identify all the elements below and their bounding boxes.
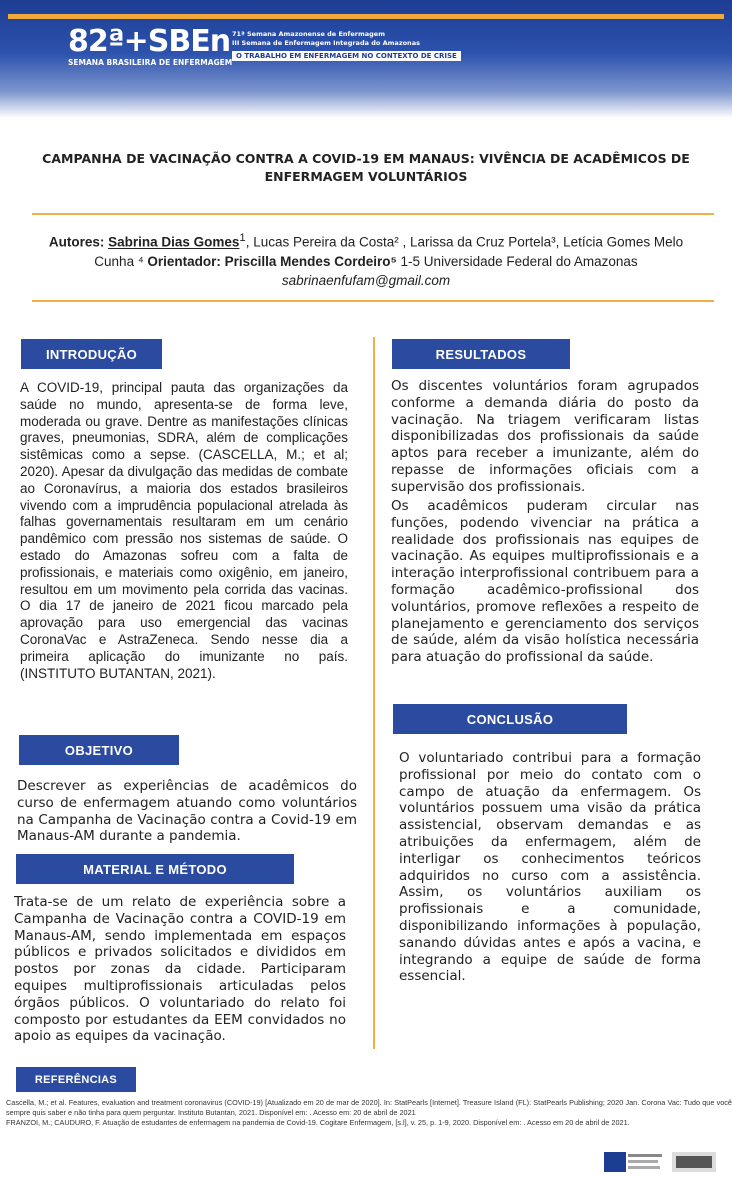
introducao-text: A COVID-19, principal pauta das organizações da saúde no mundo, apresenta-se de forma leve, moderada ou grave. Dentre as manifestações clínicas graves, pneumonias, SDRA, além de complicações sistêmicas como a sepse. (CASCELLA, M.; et al; 2020). Apesar da divulgação das medidas de combate ao Coronavírus, a maioria dos estados brasileiros vivendo com a imprudência populacional atrelada às falhas governamentais resultaram em um cenário pandêmico com pressão nos sistemas de saúde. O estado do Amazonas sofreu com a falta de profissionais, e materiais como oxigênio, em janeiro, resultou em um movimento pela corrida das vacinas. O dia 17 de janeiro de 2021 ficou marcado pela aprovação para uso emergencial das vacinas CoronaVac e AstraZeneca. Sendo nesse dia a primeira aplicação do imunizante no país. (INSTITUTO BUTANTAN, 2021). [20, 380, 348, 681]
event-line-2: III Semana de Enfermagem Integrada do Amazonas [232, 39, 420, 47]
authors-label: Autores: [48, 234, 109, 250]
affiliation: 1-5 Universidade Federal do Amazonas [396, 253, 638, 269]
authors-rule [32, 300, 714, 302]
section-heading-referencias: REFERÊNCIAS [16, 1067, 136, 1092]
other-authors: , Lucas Pereira da Costa² , Larissa da Cruz Portela³, Letícia Gomes Melo Cunha ⁴ [94, 234, 684, 269]
conclusao-text: O voluntariado contribui para a formação profissional por meio do contato com o campo de atuação da enfermagem. Os voluntários possuem uma visão da prática assistencial, observam demandas e as atribuições da enfermagem, além de interligar os conhecimentos teóricos adquiridos no curso com a assistência. Assim, os voluntários auxiliam os profissionais e a comunidade, disponibilizando informações à população, sanando dúvidas antes e após a vacina, e integrando a equipe de saúde de forma essencial. [399, 750, 701, 985]
resultados-text-1: Os discentes voluntários foram agrupados conforme a demanda diária do posto da vacinação. Na triagem verificaram listas disponibilizadas dos profissionais da saúde aptos para receber a imunizante, além do repasse de informações oficiais com a supervisão dos profissionais. [391, 378, 699, 495]
section-heading-resultados: RESULTADOS [392, 339, 570, 369]
metodo-text: Trata-se de um relato de experiência sobre a Campanha de Vacinação contra a COVID-19 em Manaus-AM, sendo implementada em espaços públicos e privados solicitados e divididos em postos por zonas da cidade. Participaram equipes multiprofissionais articuladas pelos órgãos públicos. O voluntariado do relato foi composto por estudantes da EEM convidados no apoio as equipes da vacinação. [14, 894, 346, 1045]
first-author-sup: 1 [239, 232, 246, 244]
section-heading-metodo: MATERIAL E MÉTODO [16, 854, 294, 884]
reference-item: FRANZOI, M.; CAUDURO, F. Atuação de estudantes de enfermagem na pandemia de Covid-19. Cogitare Enfermagem, [s.l], v. 25, p. 1-9, 2020. Disponível em: . Acesso em 20 de abril de 2021. [6, 1118, 630, 1127]
sben-logo: 82ª+SBEn [68, 24, 231, 59]
header-banner [0, 0, 732, 118]
resultados-text-2: Os acadêmicos puderam circular nas funções, podendo vivenciar na prática a realidade dos profissionais nas equipes de vacinação. As equipes multiprofissionais e a interação interprofissional contribuem para a formação acadêmico-profissional dos voluntários, promove reflexões a respeito de planejamento e gerenciamento dos serviços de saúde, além da visão holística necessária para atuação do profissional da saúde. [391, 498, 699, 666]
section-heading-objetivo: OBJETIVO [19, 735, 179, 765]
logo-subtitle: SEMANA BRASILEIRA DE ENFERMAGEM [68, 58, 233, 67]
advisor: Orientador: Priscilla Mendes Cordeiro⁵ [143, 253, 397, 269]
author-email: sabrinaenfufam@gmail.com [281, 272, 451, 288]
event-theme: O TRABALHO EM ENFERMAGEM NO CONTEXTO DE CRISE [232, 51, 461, 61]
column-divider [373, 337, 375, 1049]
objetivo-text: Descrever as experiências de acadêmicos do curso de enfermagem atuando como voluntários na Campanha de Vacinação contra a Covid-19 em Manaus-AM durante a pandemia. [17, 778, 357, 845]
sponsor-logos [602, 1148, 722, 1174]
reference-item: Cascella, M.; et al. Features, evaluation and treatment coronavirus (COVID-19) [Atualizado em 20 de mar de 2020]. In: StatPearls [Internet]. Treasure Island (FL): StatPearls Publishing; 2020 Jan. Corona Vac: Tudo que você sempre quis saber e não tinha para quem perguntar. Instituto Butantan, 2021. Disponível em: . Acesso em: 20 de abril de 2021 [6, 1098, 732, 1117]
header-orange-line [8, 14, 724, 19]
section-heading-introducao: INTRODUÇÃO [21, 339, 162, 369]
authors-block [28, 229, 704, 290]
event-line-1: 71ª Semana Amazonense de Enfermagem [232, 30, 385, 38]
first-author: Sabrina Dias Gomes [108, 234, 240, 250]
references-list [6, 1098, 732, 1128]
title-rule [32, 213, 714, 215]
poster-title: CAMPANHA DE VACINAÇÃO CONTRA A COVID-19 EM MANAUS: VIVÊNCIA DE ACADÊMICOS DE ENFERMAGEM VOLUNTÁRIOS [42, 151, 690, 184]
section-heading-conclusao: CONCLUSÃO [393, 704, 627, 734]
